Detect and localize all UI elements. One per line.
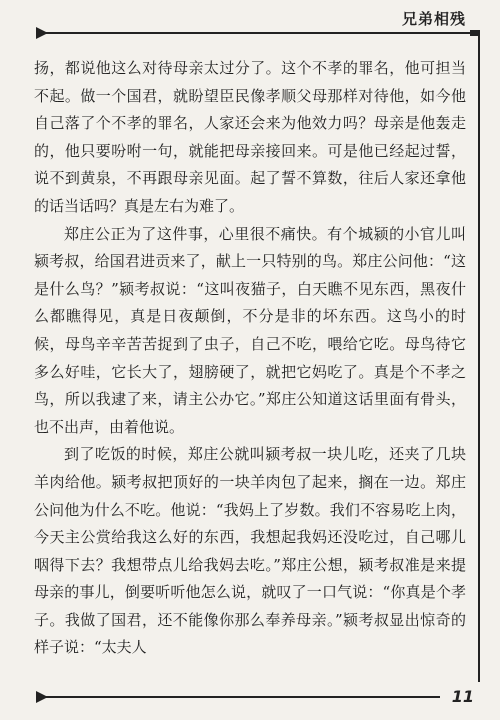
footer-rule	[44, 696, 440, 698]
right-margin-bar	[478, 36, 480, 682]
paragraph-1: 扬，都说他这么对待母亲太过分了。这个不孝的罪名，他可担当不起。做一个国君，就盼望臣民像孝顺父母那样对待他，如今他自己落了个不孝的罪名，人家还会来为他效力吗？母亲是他轰走的，他只要吩咐一句，就能把母亲接回来。可是他已经起过誓，说不到黄泉，不再跟母亲见面。起了誓不算数，往后人家还拿他的话当话吗？真是左右为难了。	[34, 59, 466, 215]
running-header-title: 兄弟相残	[401, 10, 466, 28]
page-number: 11	[451, 687, 474, 706]
paragraph-2: 郑庄公正为了这件事，心里很不痛快。有个城颍的小官儿叫颍考叔，给国君进贡来了，献上一只特别的鸟。郑庄公问他：“这是什么鸟？”颍考叔说：“这叫夜猫子，白天瞧不见东西，黑夜什么都瞧得见，真是日夜颠倒，不分是非的坏东西。这鸟小的时候，母鸟辛辛苦苦捉到了虫子，自己不吃，喂给它吃。母鸟待它多么好哇，它长大了，翅膀硬了，就把它妈吃了。真是个不孝之鸟，所以我逮了来，请主公办它。”郑庄公知道这话里面有骨头，也不出声，由着他说。	[34, 224, 466, 436]
header-rule	[44, 32, 474, 34]
paragraph-3: 到了吃饭的时候，郑庄公就叫颍考叔一块儿吃，还夹了几块羊肉给他。颍考叔把顶好的一块羊肉包了起来，搁在一边。郑庄公问他为什么不吃。他说：“我妈上了岁数。我们不容易吃上肉，今天主公赏给我这么好的东西，我想起我妈还没吃过，自己哪儿咽得下去？我想带点儿给我妈去吃。”郑庄公想，颍考叔准是来提母亲的事儿，倒要听听他怎么说，就叹了一口气说：“你真是个孝子。我做了国君，还不能像你那么奉养母亲。”颍考叔显出惊奇的样子说：“太夫人	[34, 445, 466, 657]
body-text	[34, 55, 466, 662]
